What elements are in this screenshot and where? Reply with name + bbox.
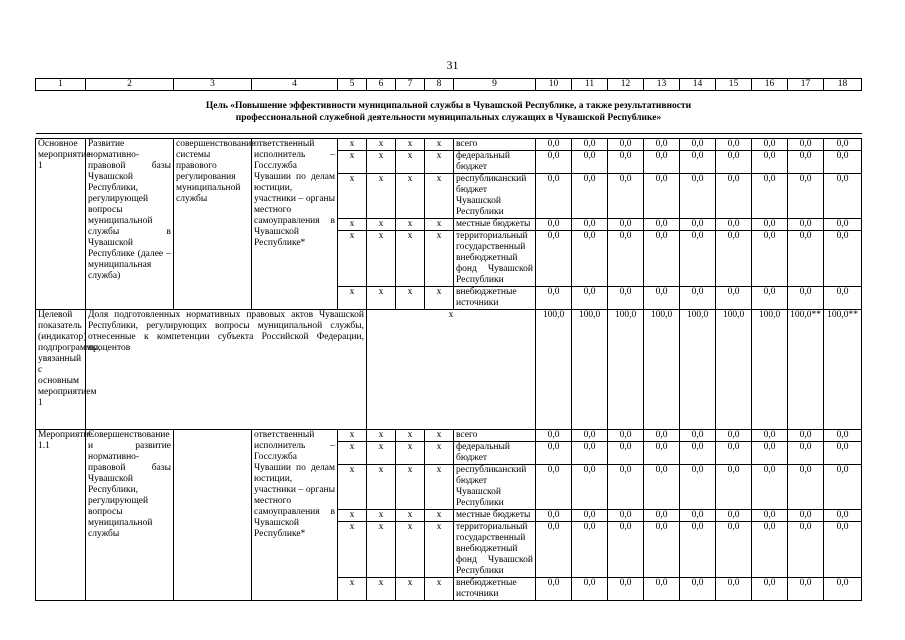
funding-value: 0,0 <box>608 219 644 231</box>
funding-value: 0,0 <box>608 442 644 465</box>
funding-value: 0,0 <box>680 287 716 310</box>
code-cell: x <box>425 578 454 601</box>
measure-name: Совершенствование и развитие нормативно-правовой базы Чувашской Республики, регулирующей вопросы муниципальной службы <box>86 430 174 601</box>
indicator-code: x <box>367 310 536 430</box>
code-cell: x <box>396 219 425 231</box>
goal-line: Цель «Повышение эффективности муниципальной службы в Чувашской Республике, а также результативности <box>205 101 692 111</box>
funding-value: 0,0 <box>608 510 644 522</box>
funding-value: 0,0 <box>824 578 862 601</box>
funding-value: 0,0 <box>680 174 716 219</box>
funding-value: 0,0 <box>752 139 788 151</box>
funding-value: 0,0 <box>680 231 716 287</box>
indicator-name: Доля подготовленных нормативных правовых актов Чувашской Республики, регулирующих вопросы муниципальной службы, отнесенные к компетенции субъекта Российской Федерации, процентов <box>86 310 367 430</box>
code-cell: x <box>367 139 396 151</box>
funding-value: 0,0 <box>788 430 824 442</box>
funding-value: 0,0 <box>536 522 572 578</box>
funding-value: 0,0 <box>608 578 644 601</box>
funding-source: местные бюджеты <box>454 219 536 231</box>
column-number: 3 <box>174 79 252 91</box>
code-cell: x <box>338 442 367 465</box>
column-number: 17 <box>788 79 824 91</box>
code-cell: x <box>338 578 367 601</box>
code-cell: x <box>425 510 454 522</box>
funding-value: 0,0 <box>824 151 862 174</box>
code-cell: x <box>367 430 396 442</box>
funding-value: 0,0 <box>752 231 788 287</box>
indicator-value: 100,0 <box>716 310 752 430</box>
funding-value: 0,0 <box>824 231 862 287</box>
funding-value: 0,0 <box>644 578 680 601</box>
funding-value: 0,0 <box>716 465 752 510</box>
funding-value: 0,0 <box>788 231 824 287</box>
code-cell: x <box>425 174 454 219</box>
funding-value: 0,0 <box>572 522 608 578</box>
funding-value: 0,0 <box>608 151 644 174</box>
funding-value: 0,0 <box>824 139 862 151</box>
column-number: 13 <box>644 79 680 91</box>
goal-line: профессиональной служебной деятельности муниципальных служащих в Чувашской Республике» <box>235 113 662 123</box>
code-cell: x <box>367 231 396 287</box>
code-cell: x <box>338 139 367 151</box>
funding-value: 0,0 <box>572 219 608 231</box>
funding-value: 0,0 <box>572 151 608 174</box>
code-cell: x <box>367 578 396 601</box>
column-number: 4 <box>252 79 338 91</box>
program-table <box>35 78 862 601</box>
column-number: 14 <box>680 79 716 91</box>
code-cell: x <box>396 442 425 465</box>
code-cell: x <box>425 522 454 578</box>
indicator-row <box>36 310 862 430</box>
code-cell: x <box>425 151 454 174</box>
funding-value: 0,0 <box>572 442 608 465</box>
column-number: 10 <box>536 79 572 91</box>
funding-value: 0,0 <box>644 231 680 287</box>
funding-value: 0,0 <box>788 174 824 219</box>
code-cell: x <box>338 522 367 578</box>
funding-value: 0,0 <box>644 442 680 465</box>
funding-value: 0,0 <box>644 430 680 442</box>
funding-value: 0,0 <box>644 510 680 522</box>
indicator-type: Целевой показатель (индикатор) подпрограммы, увязанный с основным мероприятием 1 <box>36 310 86 430</box>
measure-type: Основное мероприятие 1 <box>36 139 86 310</box>
funding-value: 0,0 <box>536 139 572 151</box>
funding-value: 0,0 <box>536 151 572 174</box>
funding-value: 0,0 <box>824 219 862 231</box>
column-number: 6 <box>367 79 396 91</box>
funding-value: 0,0 <box>644 522 680 578</box>
code-cell: x <box>425 139 454 151</box>
code-cell: x <box>396 287 425 310</box>
funding-value: 0,0 <box>788 522 824 578</box>
funding-value: 0,0 <box>608 465 644 510</box>
code-cell: x <box>425 442 454 465</box>
funding-value: 0,0 <box>824 522 862 578</box>
indicator-value: 100,0 <box>644 310 680 430</box>
funding-value: 0,0 <box>680 151 716 174</box>
column-number: 16 <box>752 79 788 91</box>
funding-source: федеральный бюджет <box>454 151 536 174</box>
code-cell: x <box>425 465 454 510</box>
funding-value: 0,0 <box>536 219 572 231</box>
funding-value: 0,0 <box>752 151 788 174</box>
funding-value: 0,0 <box>824 442 862 465</box>
column-number: 12 <box>608 79 644 91</box>
funding-value: 0,0 <box>752 287 788 310</box>
funding-value: 0,0 <box>752 174 788 219</box>
code-cell: x <box>425 287 454 310</box>
funding-value: 0,0 <box>716 578 752 601</box>
funding-value: 0,0 <box>716 510 752 522</box>
funding-value: 0,0 <box>680 219 716 231</box>
column-number: 7 <box>396 79 425 91</box>
code-cell: x <box>338 287 367 310</box>
funding-value: 0,0 <box>788 219 824 231</box>
funding-value: 0,0 <box>788 287 824 310</box>
code-cell: x <box>338 151 367 174</box>
funding-value: 0,0 <box>680 430 716 442</box>
code-cell: x <box>425 231 454 287</box>
funding-value: 0,0 <box>752 465 788 510</box>
code-cell: x <box>425 430 454 442</box>
funding-value: 0,0 <box>752 510 788 522</box>
funding-source: внебюджетные источники <box>454 578 536 601</box>
funding-value: 0,0 <box>608 287 644 310</box>
funding-value: 0,0 <box>536 231 572 287</box>
funding-source: территориальный государственный внебюджетный фонд Чувашской Республики <box>454 231 536 287</box>
measure-task <box>174 430 252 601</box>
funding-value: 0,0 <box>788 139 824 151</box>
funding-source: республиканский бюджет Чувашской Республики <box>454 465 536 510</box>
funding-value: 0,0 <box>752 578 788 601</box>
measure-type: Мероприятие 1.1 <box>36 430 86 601</box>
code-cell: x <box>338 219 367 231</box>
code-cell: x <box>338 231 367 287</box>
funding-value: 0,0 <box>608 139 644 151</box>
funding-value: 0,0 <box>608 522 644 578</box>
measure-executor: ответственный исполнитель – Госслужба Чувашии по делам юстиции, участники – органы местного самоуправления в Чувашской Республике* <box>252 139 338 310</box>
funding-value: 0,0 <box>608 174 644 219</box>
column-number: 8 <box>425 79 454 91</box>
funding-value: 0,0 <box>752 430 788 442</box>
funding-value: 0,0 <box>644 287 680 310</box>
code-cell: x <box>367 287 396 310</box>
funding-value: 0,0 <box>824 287 862 310</box>
code-cell: x <box>367 219 396 231</box>
funding-source: территориальный государственный внебюджетный фонд Чувашской Республики <box>454 522 536 578</box>
funding-value: 0,0 <box>680 139 716 151</box>
code-cell: x <box>396 231 425 287</box>
indicator-value: 100,0 <box>680 310 716 430</box>
funding-value: 0,0 <box>536 287 572 310</box>
funding-value: 0,0 <box>752 219 788 231</box>
funding-value: 0,0 <box>788 578 824 601</box>
funding-value: 0,0 <box>680 578 716 601</box>
code-cell: x <box>396 510 425 522</box>
funding-value: 0,0 <box>716 442 752 465</box>
code-cell: x <box>367 151 396 174</box>
column-number: 18 <box>824 79 862 91</box>
funding-value: 0,0 <box>536 174 572 219</box>
code-cell: x <box>367 510 396 522</box>
funding-value: 0,0 <box>788 442 824 465</box>
funding-value: 0,0 <box>644 151 680 174</box>
funding-value: 0,0 <box>716 522 752 578</box>
column-number: 15 <box>716 79 752 91</box>
funding-value: 0,0 <box>716 151 752 174</box>
indicator-value: 100,0 <box>572 310 608 430</box>
funding-source: республиканский бюджет Чувашской Республики <box>454 174 536 219</box>
indicator-value: 100,0** <box>824 310 862 430</box>
code-cell: x <box>338 430 367 442</box>
column-number: 11 <box>572 79 608 91</box>
funding-value: 0,0 <box>680 510 716 522</box>
column-number: 2 <box>86 79 174 91</box>
column-number-row <box>36 79 862 91</box>
funding-value: 0,0 <box>752 522 788 578</box>
funding-value: 0,0 <box>824 174 862 219</box>
funding-value: 0,0 <box>788 465 824 510</box>
funding-value: 0,0 <box>608 430 644 442</box>
funding-value: 0,0 <box>572 139 608 151</box>
code-cell: x <box>396 465 425 510</box>
indicator-value: 100,0** <box>788 310 824 430</box>
code-cell: x <box>396 151 425 174</box>
code-cell: x <box>367 174 396 219</box>
funding-value: 0,0 <box>572 510 608 522</box>
funding-value: 0,0 <box>536 510 572 522</box>
funding-value: 0,0 <box>644 465 680 510</box>
column-number: 5 <box>338 79 367 91</box>
funding-value: 0,0 <box>536 442 572 465</box>
column-number: 9 <box>454 79 536 91</box>
code-cell: x <box>396 139 425 151</box>
code-cell: x <box>425 219 454 231</box>
funding-value: 0,0 <box>716 139 752 151</box>
funding-value: 0,0 <box>824 430 862 442</box>
funding-value: 0,0 <box>788 151 824 174</box>
funding-source: внебюджетные источники <box>454 287 536 310</box>
measure-task: совершенствование системы правового регулирования муниципальной службы <box>174 139 252 310</box>
funding-value: 0,0 <box>536 430 572 442</box>
indicator-value: 100,0 <box>536 310 572 430</box>
funding-row <box>36 430 862 442</box>
funding-value: 0,0 <box>572 174 608 219</box>
funding-value: 0,0 <box>644 174 680 219</box>
funding-value: 0,0 <box>752 442 788 465</box>
measure-executor: ответственный исполнитель – Госслужба Чувашии по делам юстиции, участники – органы местного самоуправления в Чувашской Республике* <box>252 430 338 601</box>
code-cell: x <box>396 430 425 442</box>
funding-value: 0,0 <box>572 430 608 442</box>
funding-value: 0,0 <box>536 578 572 601</box>
funding-value: 0,0 <box>572 578 608 601</box>
page-number: 31 <box>446 58 459 72</box>
funding-source: федеральный бюджет <box>454 442 536 465</box>
code-cell: x <box>367 465 396 510</box>
goal-heading <box>36 91 862 134</box>
funding-value: 0,0 <box>716 174 752 219</box>
funding-value: 0,0 <box>824 510 862 522</box>
funding-value: 0,0 <box>716 219 752 231</box>
code-cell: x <box>338 174 367 219</box>
funding-value: 0,0 <box>608 231 644 287</box>
code-cell: x <box>396 578 425 601</box>
funding-value: 0,0 <box>716 231 752 287</box>
code-cell: x <box>396 522 425 578</box>
indicator-value: 100,0 <box>752 310 788 430</box>
code-cell: x <box>338 510 367 522</box>
funding-value: 0,0 <box>572 465 608 510</box>
funding-value: 0,0 <box>644 139 680 151</box>
funding-value: 0,0 <box>644 219 680 231</box>
funding-value: 0,0 <box>680 522 716 578</box>
funding-source: всего <box>454 430 536 442</box>
funding-value: 0,0 <box>716 287 752 310</box>
funding-value: 0,0 <box>716 430 752 442</box>
funding-value: 0,0 <box>680 442 716 465</box>
funding-value: 0,0 <box>572 287 608 310</box>
goal-row <box>36 91 862 134</box>
code-cell: x <box>367 522 396 578</box>
funding-value: 0,0 <box>680 465 716 510</box>
funding-source: всего <box>454 139 536 151</box>
column-number: 1 <box>36 79 86 91</box>
funding-value: 0,0 <box>536 465 572 510</box>
code-cell: x <box>338 465 367 510</box>
code-cell: x <box>367 442 396 465</box>
measure-name: Развитие нормативно-правовой базы Чувашской Республики, регулирующей вопросы муниципальной службы в Чувашской Республике (далее – муниципальная служба) <box>86 139 174 310</box>
funding-value: 0,0 <box>788 510 824 522</box>
funding-row <box>36 139 862 151</box>
indicator-value: 100,0 <box>608 310 644 430</box>
funding-value: 0,0 <box>572 231 608 287</box>
funding-source: местные бюджеты <box>454 510 536 522</box>
funding-value: 0,0 <box>824 465 862 510</box>
code-cell: x <box>396 174 425 219</box>
